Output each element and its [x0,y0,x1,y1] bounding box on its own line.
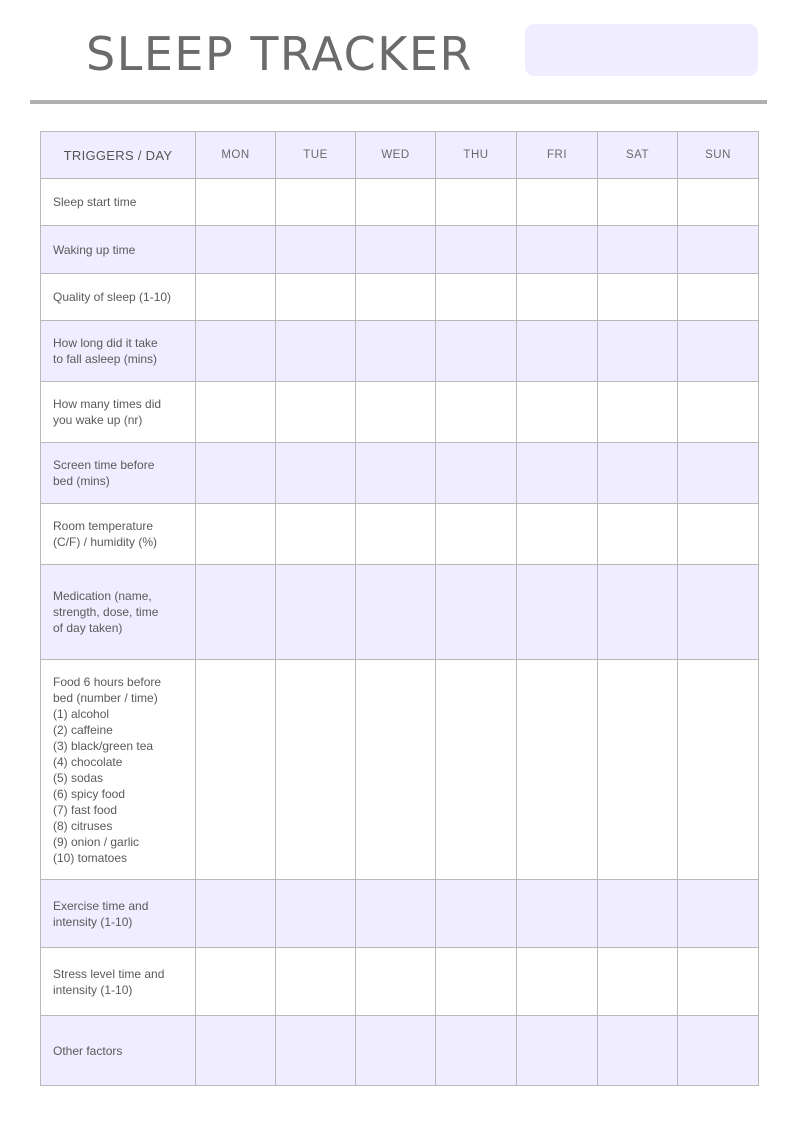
entry-cell-sun[interactable] [678,948,759,1016]
row-label: Waking up time [53,242,136,257]
entry-cell-thu[interactable] [436,443,517,504]
day-header-tue: TUE [276,132,356,179]
entry-cell-sun[interactable] [678,226,759,274]
entry-cell-fri[interactable] [517,179,598,226]
entry-cell-mon[interactable] [196,948,276,1016]
row-label-cell [41,948,196,1016]
entry-cell-fri[interactable] [517,948,598,1016]
name-field-box[interactable] [525,24,758,76]
entry-cell-mon[interactable] [196,382,276,443]
entry-cell-thu[interactable] [436,948,517,1016]
entry-cell-mon[interactable] [196,880,276,948]
entry-cell-tue[interactable] [276,443,356,504]
entry-cell-wed[interactable] [356,321,436,382]
day-header-sat: SAT [598,132,678,179]
row-label-cell [41,880,196,948]
entry-cell-fri[interactable] [517,274,598,321]
entry-cell-tue[interactable] [276,1016,356,1086]
sleep-tracker-table [40,131,759,1086]
day-header-thu: THU [436,132,517,179]
entry-cell-tue[interactable] [276,274,356,321]
entry-cell-wed[interactable] [356,179,436,226]
entry-cell-sun[interactable] [678,880,759,948]
entry-cell-fri[interactable] [517,382,598,443]
header-divider [30,100,767,104]
entry-cell-thu[interactable] [436,504,517,565]
entry-cell-fri[interactable] [517,443,598,504]
corner-header: TRIGGERS / DAY [41,132,196,179]
row-label: How many times did you wake up (nr) [53,397,162,427]
row-label: Exercise time and intensity (1-10) [53,898,149,929]
entry-cell-sat[interactable] [598,226,678,274]
entry-cell-wed[interactable] [356,948,436,1016]
row-label: How long did it take to fall asleep (mins) [53,336,158,366]
row-label-cell [41,1016,196,1086]
entry-cell-sun[interactable] [678,1016,759,1086]
entry-cell-sat[interactable] [598,504,678,565]
entry-cell-thu[interactable] [436,660,517,880]
entry-cell-wed[interactable] [356,1016,436,1086]
entry-cell-sat[interactable] [598,443,678,504]
table-row [41,948,759,1016]
table-header-row [41,132,759,179]
row-label: Medication (name, strength, dose, time of day taken) [53,589,159,635]
table-row [41,660,759,880]
entry-cell-wed[interactable] [356,382,436,443]
entry-cell-sat[interactable] [598,274,678,321]
row-label: Sleep start time [53,195,137,209]
entry-cell-mon[interactable] [196,226,276,274]
entry-cell-tue[interactable] [276,226,356,274]
entry-cell-wed[interactable] [356,274,436,321]
entry-cell-wed[interactable] [356,880,436,948]
entry-cell-sat[interactable] [598,179,678,226]
entry-cell-sun[interactable] [678,660,759,880]
entry-cell-wed[interactable] [356,660,436,880]
table-row [41,443,759,504]
row-label-cell [41,565,196,660]
row-label: Food 6 hours before bed (number / time) (1) alcohol (2) caffeine (3) black/green tea (4) chocolate (5) sodas (6) spicy food (7) fast food (8) citruses (9) onion / garlic (10) tomatoes [53,674,162,865]
entry-cell-sun[interactable] [678,179,759,226]
row-label-cell [41,382,196,443]
table-row [41,1016,759,1086]
entry-cell-fri[interactable] [517,226,598,274]
day-header-mon: MON [196,132,276,179]
entry-cell-sat[interactable] [598,565,678,660]
entry-cell-sun[interactable] [678,382,759,443]
entry-cell-fri[interactable] [517,1016,598,1086]
entry-cell-thu[interactable] [436,382,517,443]
entry-cell-tue[interactable] [276,321,356,382]
entry-cell-tue[interactable] [276,504,356,565]
entry-cell-wed[interactable] [356,504,436,565]
page-title: SLEEP TRACKER [86,27,473,81]
row-label: Stress level time and intensity (1-10) [53,966,165,997]
table-row [41,179,759,226]
day-header-sun: SUN [678,132,759,179]
row-label-cell [41,443,196,504]
row-label-cell [41,179,196,226]
entry-cell-sat[interactable] [598,382,678,443]
table-row [41,274,759,321]
entry-cell-tue[interactable] [276,179,356,226]
entry-cell-thu[interactable] [436,274,517,321]
entry-cell-thu[interactable] [436,880,517,948]
row-label: Other factors [53,1043,123,1058]
entry-cell-sun[interactable] [678,274,759,321]
entry-cell-wed[interactable] [356,226,436,274]
entry-cell-thu[interactable] [436,1016,517,1086]
entry-cell-sat[interactable] [598,660,678,880]
entry-cell-wed[interactable] [356,565,436,660]
entry-cell-mon[interactable] [196,321,276,382]
entry-cell-thu[interactable] [436,179,517,226]
entry-cell-sun[interactable] [678,321,759,382]
table-row [41,382,759,443]
entry-cell-fri[interactable] [517,321,598,382]
entry-cell-fri[interactable] [517,660,598,880]
entry-cell-sun[interactable] [678,504,759,565]
entry-cell-mon[interactable] [196,1016,276,1086]
entry-cell-sun[interactable] [678,443,759,504]
row-label: Screen time before bed (mins) [53,458,155,488]
table-row [41,504,759,565]
entry-cell-fri[interactable] [517,880,598,948]
entry-cell-thu[interactable] [436,226,517,274]
table-row [41,565,759,660]
entry-cell-sun[interactable] [678,565,759,660]
entry-cell-mon[interactable] [196,565,276,660]
entry-cell-thu[interactable] [436,321,517,382]
entry-cell-mon[interactable] [196,179,276,226]
entry-cell-sat[interactable] [598,1016,678,1086]
entry-cell-fri[interactable] [517,504,598,565]
entry-cell-mon[interactable] [196,443,276,504]
table-row [41,321,759,382]
entry-cell-tue[interactable] [276,565,356,660]
entry-cell-thu[interactable] [436,565,517,660]
row-label-cell [41,226,196,274]
entry-cell-tue[interactable] [276,880,356,948]
day-header-fri: FRI [517,132,598,179]
table-row [41,880,759,948]
entry-cell-mon[interactable] [196,504,276,565]
entry-cell-sat[interactable] [598,880,678,948]
row-label: Room temperature (C/F) / humidity (%) [53,519,158,549]
entry-cell-tue[interactable] [276,382,356,443]
table-row [41,226,759,274]
row-label: Quality of sleep (1-10) [53,290,172,304]
row-label-cell [41,660,196,880]
entry-cell-sat[interactable] [598,321,678,382]
row-label-cell [41,274,196,321]
entry-cell-mon[interactable] [196,660,276,880]
row-label-cell [41,504,196,565]
entry-cell-wed[interactable] [356,443,436,504]
entry-cell-mon[interactable] [196,274,276,321]
entry-cell-sat[interactable] [598,948,678,1016]
entry-cell-fri[interactable] [517,565,598,660]
row-label-cell [41,321,196,382]
entry-cell-tue[interactable] [276,948,356,1016]
entry-cell-tue[interactable] [276,660,356,880]
day-header-wed: WED [356,132,436,179]
